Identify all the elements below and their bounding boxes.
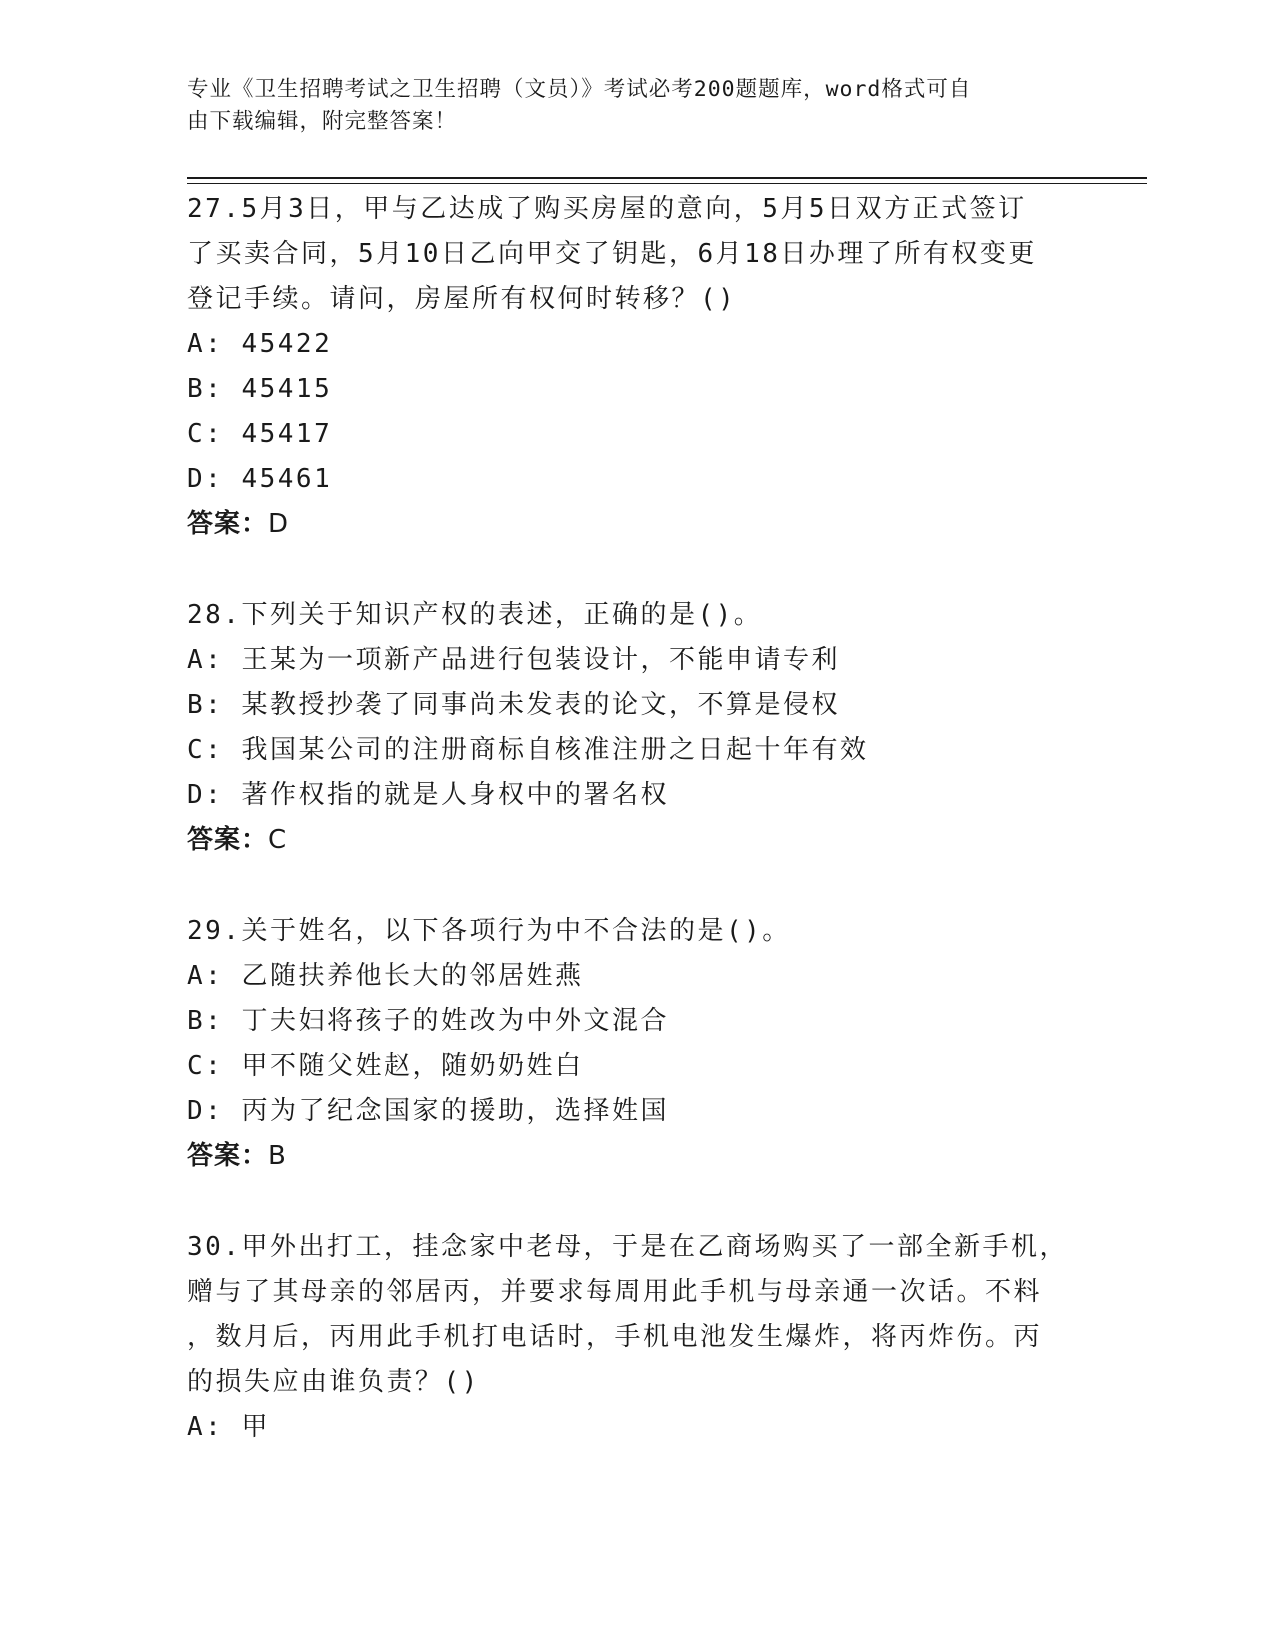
answer-value: D [268,509,289,539]
question-stem-line: ，数月后，丙用此手机打电话时，手机电池发生爆炸，将丙炸伤。丙 [187,1322,1043,1352]
answer-option: C: 我国某公司的注册商标自核准注册之日起十年有效 [187,735,869,765]
answer-line [187,502,1087,547]
question-stem-line: 的损失应由谁负责？() [187,1367,480,1397]
answer-line [187,1134,1087,1179]
header-line-2: 由下载编辑，附完整答案！ [187,109,458,134]
answer-option: A: 乙随扶养他长大的邻居姓燕 [187,961,584,991]
question-block [187,1225,1087,1450]
answer-option: C: 甲不随父姓赵，随奶奶姓白 [187,1051,584,1081]
answer-option: D: 丙为了纪念国家的援助，选择姓国 [187,1096,669,1126]
question-stem-line: 了买卖合同，5月10日乙向甲交了钥匙，6月18日办理了所有权变更 [187,239,1037,269]
answer-label: 答案： [187,825,269,855]
answer-option: C: 45417 [187,419,333,449]
header-divider-thin [187,183,1147,184]
document-header [187,74,1067,138]
answer-option: A: 王某为一项新产品进行包装设计，不能申请专利 [187,645,840,675]
header-line-1: 专业《卫生招聘考试之卫生招聘（文员）》考试必考200题题库，word格式可自 [187,77,972,102]
question-block [187,909,1087,1179]
answer-line [187,818,1087,863]
question-block [187,593,1087,863]
question-stem-line: 27.5月3日，甲与乙达成了购买房屋的意向，5月5日双方正式签订 [187,194,1027,224]
answer-value: B [268,1141,286,1171]
question-stem-line: 29.关于姓名，以下各项行为中不合法的是()。 [187,916,791,946]
question-stem-line: 赠与了其母亲的邻居丙，并要求每周用此手机与母亲通一次话。不料 [187,1277,1043,1307]
answer-option: B: 某教授抄袭了同事尚未发表的论文，不算是侵权 [187,690,840,720]
answer-option: A: 45422 [187,329,333,359]
question-block [187,187,1087,547]
answer-option: B: 45415 [187,374,333,404]
header-divider-thick [187,177,1147,179]
answer-option: A: 甲 [187,1412,270,1442]
question-stem-line: 30.甲外出打工，挂念家中老母，于是在乙商场购买了一部全新手机， [187,1232,1068,1262]
answer-label: 答案： [187,1141,269,1171]
answer-value: C [268,825,287,855]
answer-option: B: 丁夫妇将孩子的姓改为中外文混合 [187,1006,669,1036]
answer-option: D: 著作权指的就是人身权中的署名权 [187,780,669,810]
question-stem-line: 登记手续。请问，房屋所有权何时转移？() [187,284,737,314]
answer-option: D: 45461 [187,464,333,494]
question-stem-line: 28.下列关于知识产权的表述，正确的是()。 [187,600,763,630]
answer-label: 答案： [187,509,269,539]
question-list [187,187,1087,1496]
